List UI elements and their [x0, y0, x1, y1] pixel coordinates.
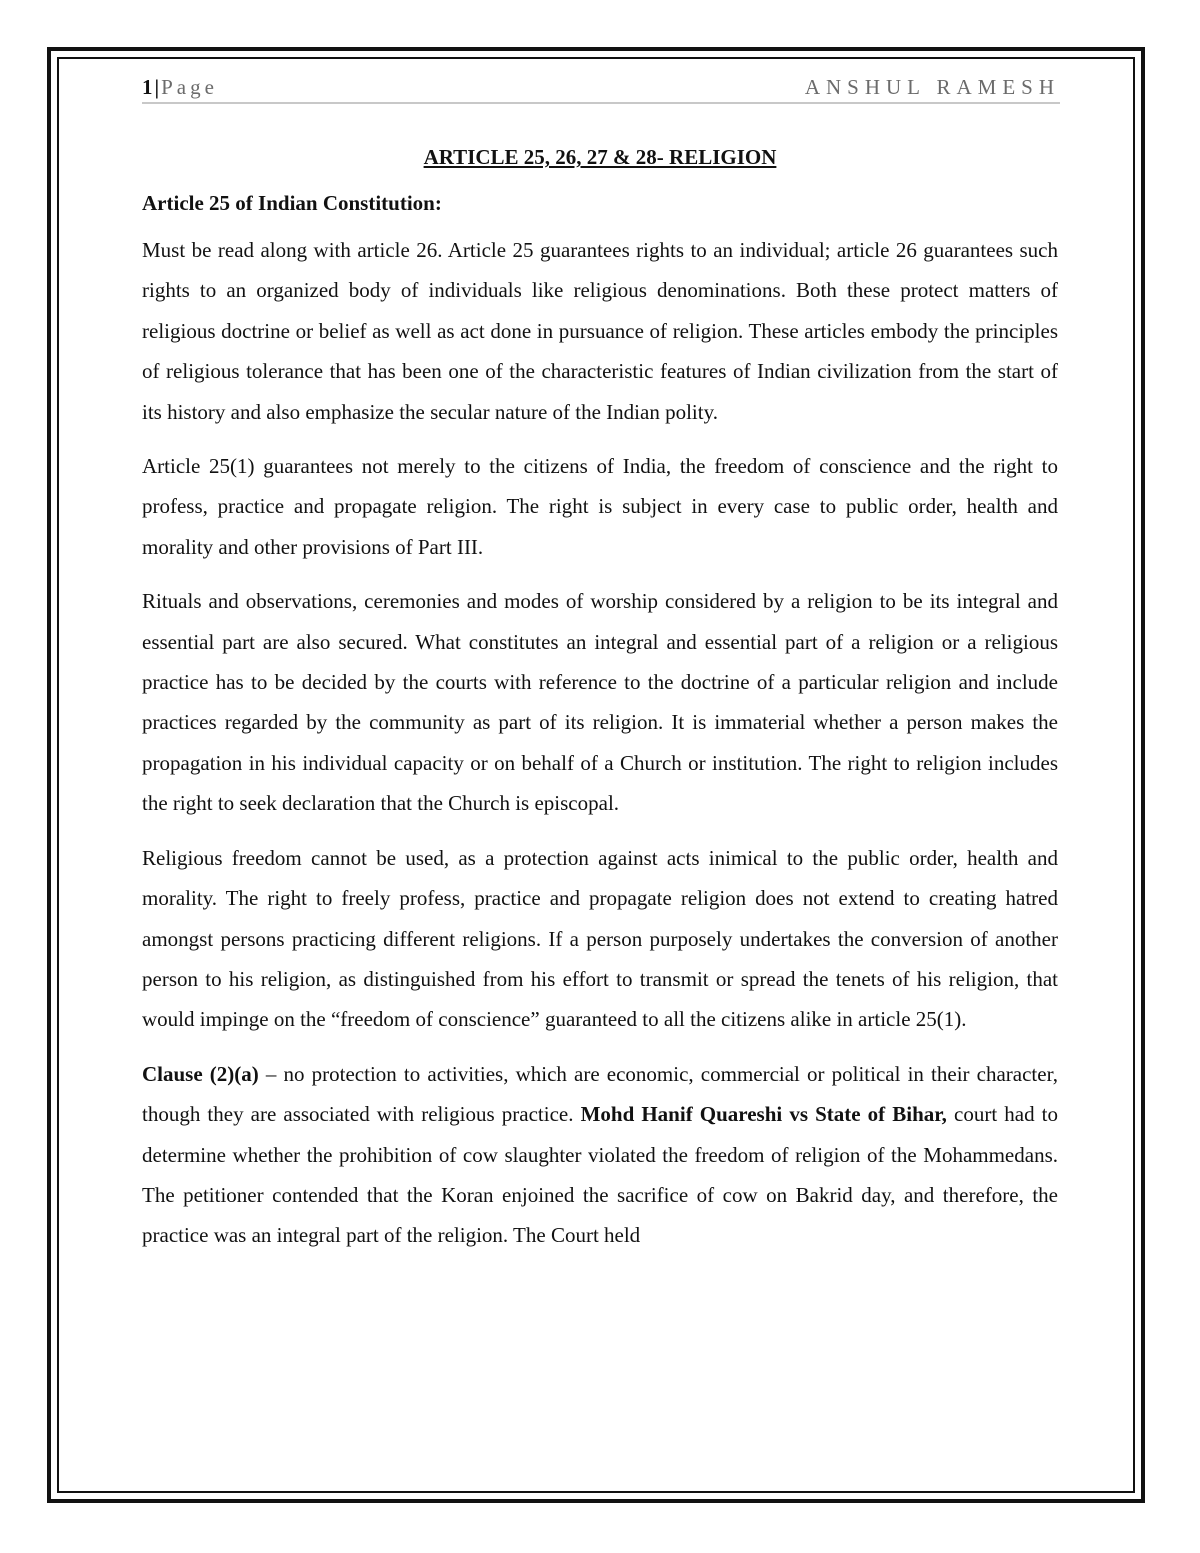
page-indicator — [142, 74, 218, 100]
paragraph-3: Rituals and observations, ceremonies and modes of worship considered by a religion to be its integral and essential part are also secured. What constitutes an integral and essential part of a religion or a religious practice has to be decided by the courts with reference to the doctrine of a particular religion and include practices regarded by the community as part of its religion. It is immaterial whether a person makes the propagation in his individual capacity or on behalf of a Church or institution. The right to religion includes the right to seek declaration that the Church is episcopal. — [142, 589, 1058, 816]
page-number: 1 — [142, 75, 153, 99]
clause-label: Clause (2)(a) — [142, 1061, 259, 1086]
paragraph-5 — [142, 1054, 1058, 1256]
author-name: ANSHUL RAMESH — [804, 75, 1060, 99]
paragraph-5-text-a: – no protection to activities, which are economic, commercial or political in their character, though they are associated with religious practice. — [142, 1061, 1058, 1127]
paragraph-5-text-b: court had to determine whether the prohibition of cow slaughter violated the freedom of religion of the Mohammedans. The petitioner contended that the Koran enjoined the sacrifice of cow on Bakrid day, and therefore, the practice was an integral part of the religion. The Court held — [142, 1102, 1058, 1248]
document-title: ARTICLE 25, 26, 27 & 28- RELIGION — [423, 145, 777, 169]
paragraph-1: Must be read along with article 26. Article 25 guarantees rights to an individual; article 26 guarantees such rights to an organized body of individuals like religious denominations. Both these protect matters of religious doctrine or belief as well as act done in pursuance of religion. These articles embody the principles of religious tolerance that has been one of the characteristic features of Indian civilization from the start of its history and also emphasize the secular nature of the Indian polity. — [142, 238, 1058, 424]
document-body — [142, 140, 1058, 1270]
page-header — [142, 74, 1060, 104]
section-heading: Article 25 of Indian Constitution: — [142, 191, 442, 215]
page-label: Page — [161, 75, 218, 99]
paragraph-2: Article 25(1) guarantees not merely to the citizens of India, the freedom of conscience and the right to profess, practice and propagate religion. The right is subject in every case to public order, health and morality and other provisions of Part III. — [142, 454, 1058, 559]
page-separator: | — [154, 75, 160, 99]
case-name: Mohd Hanif Quareshi vs State of Bihar, — [580, 1102, 947, 1127]
paragraph-4: Religious freedom cannot be used, as a protection against acts inimical to the public order, health and morality. The right to freely profess, practice and propagate religion does not extend to creating hatred amongst persons practicing different religions. If a person purposely undertakes the conversion of another person to his religion, as distinguished from his effort to transmit or spread the tenets of his religion, that would impinge on the “freedom of conscience” guaranteed to all the citizens alike in article 25(1). — [142, 845, 1058, 1032]
